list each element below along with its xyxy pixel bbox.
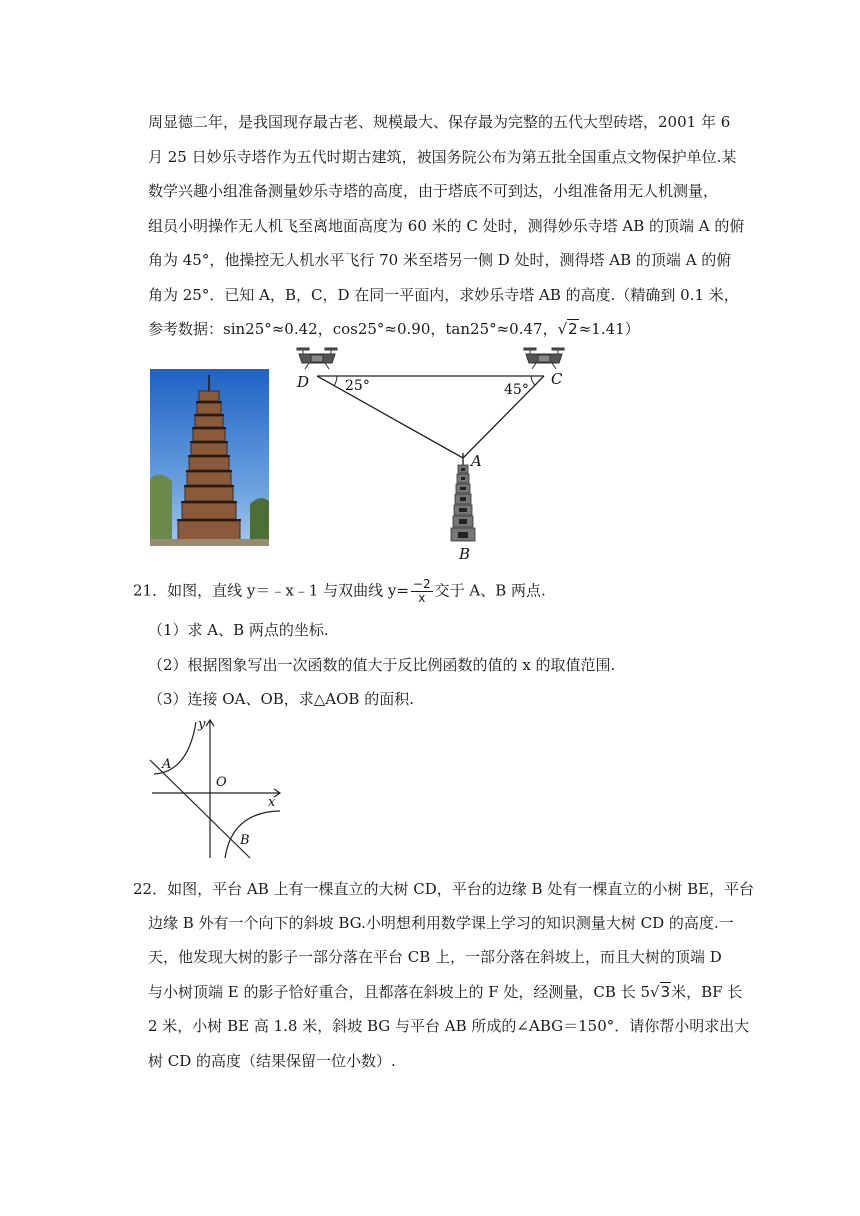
- angle-d-arc: [334, 376, 337, 386]
- p21-q3: （3）连接 OA、OB，求△AOB 的面积.: [148, 690, 414, 708]
- p22-line1-text: 如图，平台 AB 上有一棵直立的大树 CD，平台的边缘 B 处有一棵直立的小树 BE，平台: [167, 880, 755, 898]
- p21-stem: [133, 578, 546, 605]
- p22-line-6: 树 CD 的高度（结果保留一位小数）.: [148, 1052, 396, 1070]
- p20-ref-suffix: ≈1.41）: [578, 320, 640, 338]
- angle-c-arc: [531, 376, 535, 385]
- label-c: C: [551, 370, 563, 388]
- sqrt-symbol: √3: [650, 983, 671, 1001]
- label-a: A: [471, 452, 482, 470]
- graph-label-b: B: [240, 833, 250, 848]
- p22-line-4: [148, 982, 742, 1002]
- p20-line-5: 角为 45°，他操控无人机水平飞行 70 米至塔另一侧 D 处时，测得塔 AB 的顶端 A 的俯: [148, 251, 732, 269]
- label-d: D: [297, 373, 310, 391]
- sqrt-symbol: √2: [557, 320, 578, 338]
- hyperbola-graph: [148, 716, 284, 862]
- p22-line4-b: 米，BF 长: [671, 983, 743, 1001]
- p21-stem-b: 交于 A、B 两点.: [434, 581, 546, 600]
- graph-label-y: y: [198, 717, 206, 732]
- graph-label-o: O: [216, 775, 227, 790]
- p21-q2: （2）根据图象写出一次函数的值大于反比例函数的值的 x 的取值范围.: [148, 656, 616, 674]
- p20-line-6: 角为 25°．已知 A，B，C，D 在同一平面内，求妙乐寺塔 AB 的高度.（精确到 0.1 米，: [148, 286, 739, 304]
- p20-line-1: 周显德二年，是我国现存最古老、规模最大、保存最为完整的五代大型砖塔，2001 年 6: [148, 113, 731, 131]
- graph-label-x: x: [268, 795, 276, 810]
- p22-number: 22．: [133, 880, 168, 898]
- p20-line-3: 数学兴趣小组准备测量妙乐寺塔的高度，由于塔底不可到达，小组准备用无人机测量，: [148, 182, 719, 200]
- hyperbola-branch-left: [154, 722, 196, 774]
- p22-line-2: 边缘 B 外有一个向下的斜坡 BG.小明想利用数学课上学习的知识测量大树 CD 的高度.一: [148, 914, 734, 932]
- hyperbola-branch-right: [225, 811, 280, 858]
- p22-line-5: 2 米，小树 BE 高 1.8 米，斜坡 BG 与平台 AB 所成的∠ABG＝150°．请你帮小明求出大: [148, 1017, 750, 1035]
- graph-label-a: A: [162, 757, 172, 772]
- angle-c-label: 45°: [504, 382, 529, 398]
- drone-c-icon: [524, 348, 564, 369]
- p21-fraction: [411, 578, 433, 605]
- p20-ref-prefix: 参考数据：sin25°≈0.42，cos25°≈0.90，tan25°≈0.47，: [148, 320, 558, 338]
- p22-sqrt-arg: 3: [660, 983, 671, 1001]
- line-da: [317, 376, 463, 458]
- p22-line-1: [133, 878, 754, 899]
- p20-reference-data: [148, 319, 640, 339]
- p20-ref-sqrt-arg: 2: [568, 320, 578, 338]
- pagoda-photo: [150, 369, 269, 546]
- p22-line-3: 天，他发现大树的影子一部分落在平台 CB 上，一部分落在斜坡上，而且大树的顶端 D: [148, 948, 722, 966]
- p20-line-4: 组员小明操作无人机飞至离地面高度为 60 米的 C 处时，测得妙乐寺塔 AB 的顶端 A 的俯: [148, 217, 745, 235]
- line-graph: [150, 760, 250, 858]
- p22-line4-a: 与小树顶端 E 的影子恰好重合，且都落在斜坡上的 F 处，经测量，CB 长 5: [148, 983, 651, 1001]
- drone-figure: [285, 345, 585, 565]
- label-b: B: [459, 545, 471, 563]
- p20-line-2: 月 25 日妙乐寺塔作为五代时期古建筑，被国务院公布为第五批全国重点文物保护单位.某: [148, 148, 737, 166]
- angle-d-label: 25°: [345, 378, 370, 394]
- p21-frac-num: −2: [412, 577, 431, 591]
- p21-frac-den: x: [418, 591, 426, 605]
- drone-d-icon: [297, 348, 337, 369]
- p21-q1: （1）求 A、B 两点的坐标.: [148, 621, 329, 639]
- p21-number: 21．: [133, 581, 168, 600]
- p21-stem-a: 如图，直线 y＝﹣x﹣1 与双曲线 y=: [167, 581, 409, 600]
